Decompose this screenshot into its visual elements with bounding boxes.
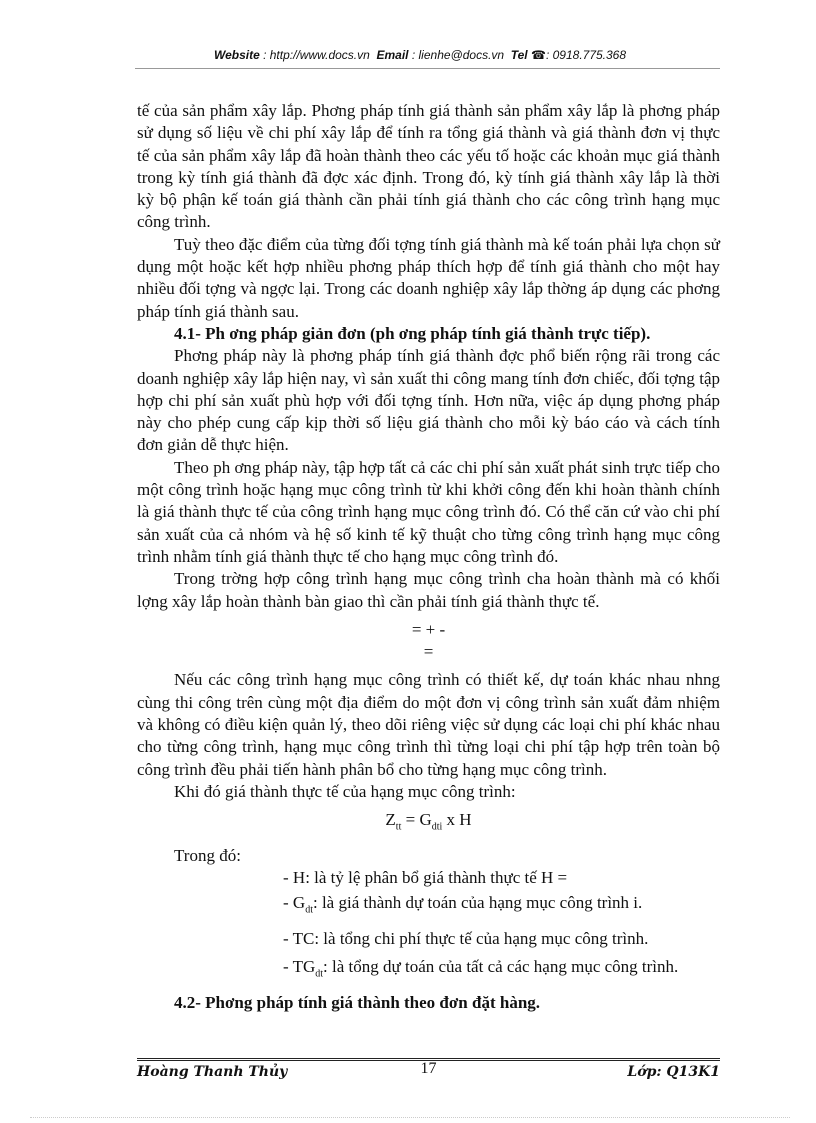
page-number: 17 (420, 1060, 437, 1077)
equation-eq: = G (401, 810, 432, 830)
formula-line-2: = (423, 642, 434, 662)
paragraph-2: Tuỳ theo đặc điểm của từng đối tợng tính giá thành mà kế toán phải lựa chọn sử dụng một hoặc kết hợp nhiều phơng pháp thích hợp để tính giá thành cho một hay nhiều đối tợng và ngợc lại. Trong các doanh nghiệp xây lắp thờng áp dụng các phơng pháp tính giá thành sau. (137, 234, 720, 321)
email-value: : lienhe@docs.vn (411, 48, 505, 62)
heading-4-2: 4.2- Phơng pháp tính giá thành theo đơn đặt hàng. (174, 993, 541, 1013)
gdt-text: : là giá thành dự toán của hạng mục công trình i. (312, 893, 643, 913)
definition-tc: - TC: là tổng chi phí thực tế của hạng mục công trình. (283, 929, 649, 949)
where-label: Trong đó: (174, 845, 241, 865)
bottom-dotted-line (30, 1117, 790, 1118)
paragraph-1: tế của sản phẩm xây lắp. Phơng pháp tính giá thành sản phẩm xây lắp là phơng pháp sử dụng số liệu về chi phí xây lắp để tính ra tổng giá thành và giá thành đơn vị thực tế của sản phẩm xây lắp đã hoàn thành theo các yếu tố hoặc các khoản mục giá thành trong kỳ tính giá thành đã đợc xác định. Trong đó, kỳ tính giá thành xây lắp là thời kỳ bộ phận kế toán giá thành cần phải tính giá thành cho các công trình hạng mục công trình. (137, 101, 720, 232)
page-footer (137, 1060, 720, 1084)
footer-class: Lớp: Q13K1 (627, 1064, 720, 1080)
website-label: Website (213, 48, 260, 62)
tel-label: Tel (510, 48, 528, 62)
paragraph-4: Theo ph ơng pháp này, tập hợp tất cả các chi phí sản xuất phát sinh trực tiếp cho một công trình hoặc hạng mục công trình từ khi khởi công đến khi hoàn thành chính là giá thành thực tế của công trình hạng mục công trình đó. Có thể căn cứ vào chi phí sản xuất của cả nhóm và hệ số kinh tế kỹ thuật cho từng công trình hạng mục công trình nhằm tính giá thành thực tế cho hạng mục công trình đó. (137, 457, 720, 566)
equation-lhs: Z (385, 810, 396, 830)
gdt-sub: dt (305, 904, 313, 916)
tgdt-prefix: - TG (283, 957, 316, 977)
definition-h: - H: là tỷ lệ phân bổ giá thành thực tế H = (283, 868, 568, 888)
footer-author: Hoàng Thanh Thủy (137, 1064, 288, 1080)
tgdt-sub: dt (315, 968, 324, 980)
paragraph-6: Nếu các công trình hạng mục công trình có thiết kế, dự toán khác nhau nhng cùng thi công trên cùng một địa điểm do một đơn vị công trình sản xuất đảm nhiệm và không có điều kiện quản lý, theo dõi riêng việc sử dụng các loại chi phí khác nhau cho từng công trình, hạng mục công trình thì từng loại chi phí tập hợp trên toàn bộ công trình đều phải tiến hành phân bổ cho từng hạng mục công trình. (137, 670, 720, 779)
formula-line-1: = + - (411, 619, 446, 639)
gdt-prefix: - G (283, 893, 306, 913)
page-body (137, 100, 720, 1014)
paragraph-3: Phơng pháp này là phơng pháp tính giá thành đợc phổ biến rộng rãi trong các doanh nghiệp xây lắp hiện nay, vì sản xuất thi công mang tính đơn chiếc, đối tợng tập hợp chi phí sản xuất phù hợp với đối tợng tính. Hơn nữa, việc áp dụng phơng pháp này cho phép cung cấp kịp thời số liệu giá thành cho mỗi kỳ báo cáo và cách tính đơn giản dễ thực hiện. (137, 346, 720, 455)
website-value: : http://www.docs.vn (263, 48, 370, 62)
header-rule (135, 68, 720, 69)
definition-gdt (283, 892, 720, 922)
paragraph-5: Trong trờng hợp công trình hạng mục công trình cha hoàn thành mà có khối lợng xây lắp hoàn thành bàn giao thì cần phải tính giá thành thực tế. (137, 569, 720, 611)
equation-rhs: x H (442, 810, 472, 830)
equation-g-sub: dti (431, 821, 443, 833)
tel-value: : 0918.775.368 (545, 48, 627, 62)
tgdt-text: : là tổng dự toán của tất cả các hạng mục công trình. (323, 957, 679, 977)
equation-lhs-sub: tt (395, 821, 402, 833)
equation (137, 809, 720, 839)
definition-tgdt (283, 956, 720, 986)
heading-4-1: 4.1- Ph ơng pháp giản đơn (ph ơng pháp tính giá thành trực tiếp). (174, 323, 651, 343)
page-header (120, 48, 720, 62)
paragraph-7: Khi đó giá thành thực tế của hạng mục công trình: (174, 781, 516, 801)
phone-icon: ☎ (531, 48, 546, 62)
email-label: Email (376, 48, 409, 62)
